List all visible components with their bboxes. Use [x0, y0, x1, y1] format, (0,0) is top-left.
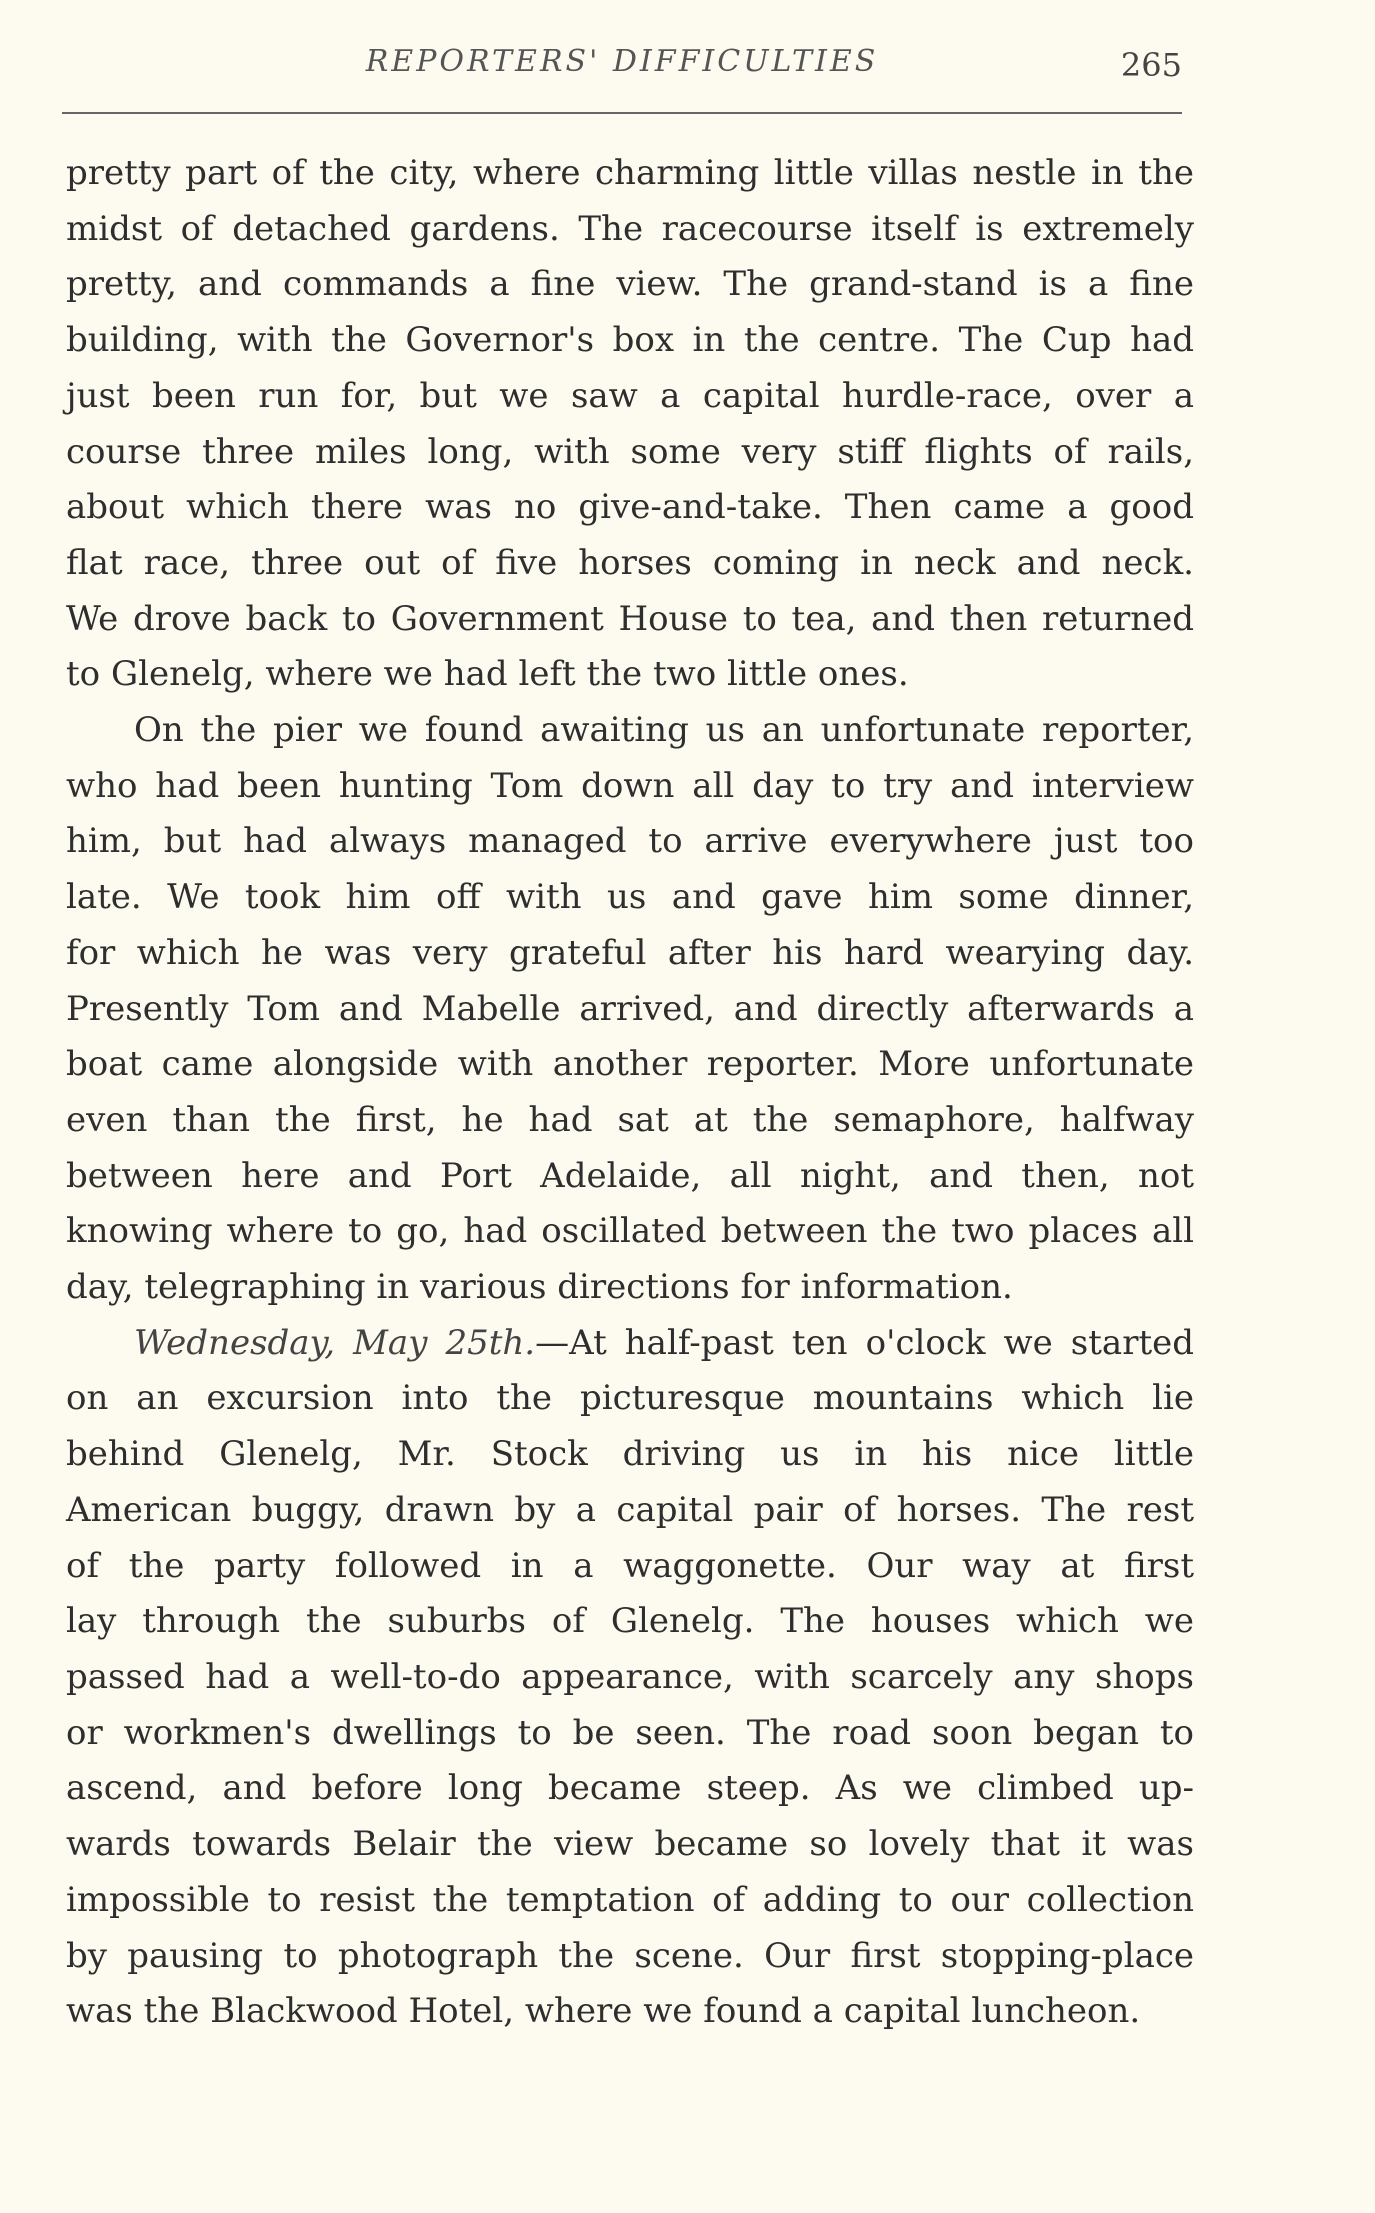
text-line: was the Blackwood Hotel, where we found a capital luncheon.: [66, 1991, 1141, 2032]
text-line: for which he was very grateful after his hard wearying day.: [66, 932, 1194, 973]
text-line: just been run for, but we saw a capital hurdle-race, over a: [66, 375, 1194, 416]
text-line: wards towards Belair the view became so lovely that it was: [66, 1824, 1194, 1865]
text-line: midst of detached gardens. The racecourse itself is extremely: [66, 208, 1194, 249]
text-line: lay through the suburbs of Glenelg. The houses which we: [66, 1601, 1194, 1642]
paragraph-3: [66, 1316, 1194, 2040]
text-line: to Glenelg, where we had left the two little ones.: [66, 654, 909, 695]
text-line: late. We took him off with us and gave him some dinner,: [66, 877, 1194, 918]
text-line: knowing where to go, had oscillated between the two places all: [66, 1211, 1194, 1252]
text-line: flat race, three out of five horses coming in neck and neck.: [66, 542, 1194, 583]
text-line: ascend, and before long became steep. As we climbed up-: [66, 1768, 1194, 1809]
page-number: 265: [1120, 46, 1182, 84]
text-line: day, telegraphing in various directions for information.: [66, 1267, 1013, 1308]
text-line: about which there was no give-and-take. Then came a good: [66, 487, 1194, 528]
running-head: [62, 40, 1182, 90]
text-line: even than the first, he had sat at the semaphore, halfway: [66, 1099, 1194, 1140]
text-line: pretty part of the city, where charming little villas nestle in the: [66, 153, 1194, 193]
text-line: behind Glenelg, Mr. Stock driving us in his nice little: [66, 1434, 1194, 1475]
text-line: boat came alongside with another reporter. More unfortunate: [66, 1044, 1194, 1085]
running-title: REPORTERS' DIFFICULTIES: [365, 44, 879, 79]
text-line: Presently Tom and Mabelle arrived, and directly afterwards a: [66, 988, 1194, 1029]
text-line: on an excursion into the picturesque mountains which lie: [66, 1378, 1194, 1419]
body-text: [66, 146, 1194, 2040]
text-line: impossible to resist the temptation of adding to our collection: [66, 1879, 1194, 1920]
text-line: pretty, and commands a fine view. The grand-stand is a fine: [66, 264, 1194, 305]
text-fragment: —At half-past ten o'clock we started: [535, 1322, 1194, 1363]
text-line: We drove back to Government House to tea, and then returned: [66, 598, 1194, 639]
text-line: or workmen's dwellings to be seen. The road soon began to: [66, 1712, 1194, 1753]
text-line: On the pier we found awaiting us an unfortunate reporter,: [134, 710, 1194, 751]
text-line: who had been hunting Tom down all day to try and interview: [66, 765, 1194, 806]
text-line: passed had a well-to-do appearance, with scarcely any shops: [66, 1656, 1194, 1697]
text-line: by pausing to photograph the scene. Our first stopping-place: [66, 1935, 1194, 1976]
text-line: [66, 1316, 1194, 1372]
text-line: course three miles long, with some very stiff flights of rails,: [66, 431, 1194, 472]
paragraph-2: [66, 703, 1194, 1316]
diary-date: Wednesday, May 25th.: [134, 1322, 536, 1363]
paragraph-1: [66, 146, 1194, 703]
text-line: building, with the Governor's box in the centre. The Cup had: [66, 320, 1194, 361]
text-line: between here and Port Adelaide, all night, and then, not: [66, 1155, 1194, 1196]
text-line: of the party followed in a waggonette. Our way at first: [66, 1545, 1194, 1586]
text-line: American buggy, drawn by a capital pair of horses. The rest: [66, 1489, 1194, 1530]
header-rule: [62, 112, 1182, 114]
text-line: him, but had always managed to arrive everywhere just too: [66, 821, 1194, 862]
